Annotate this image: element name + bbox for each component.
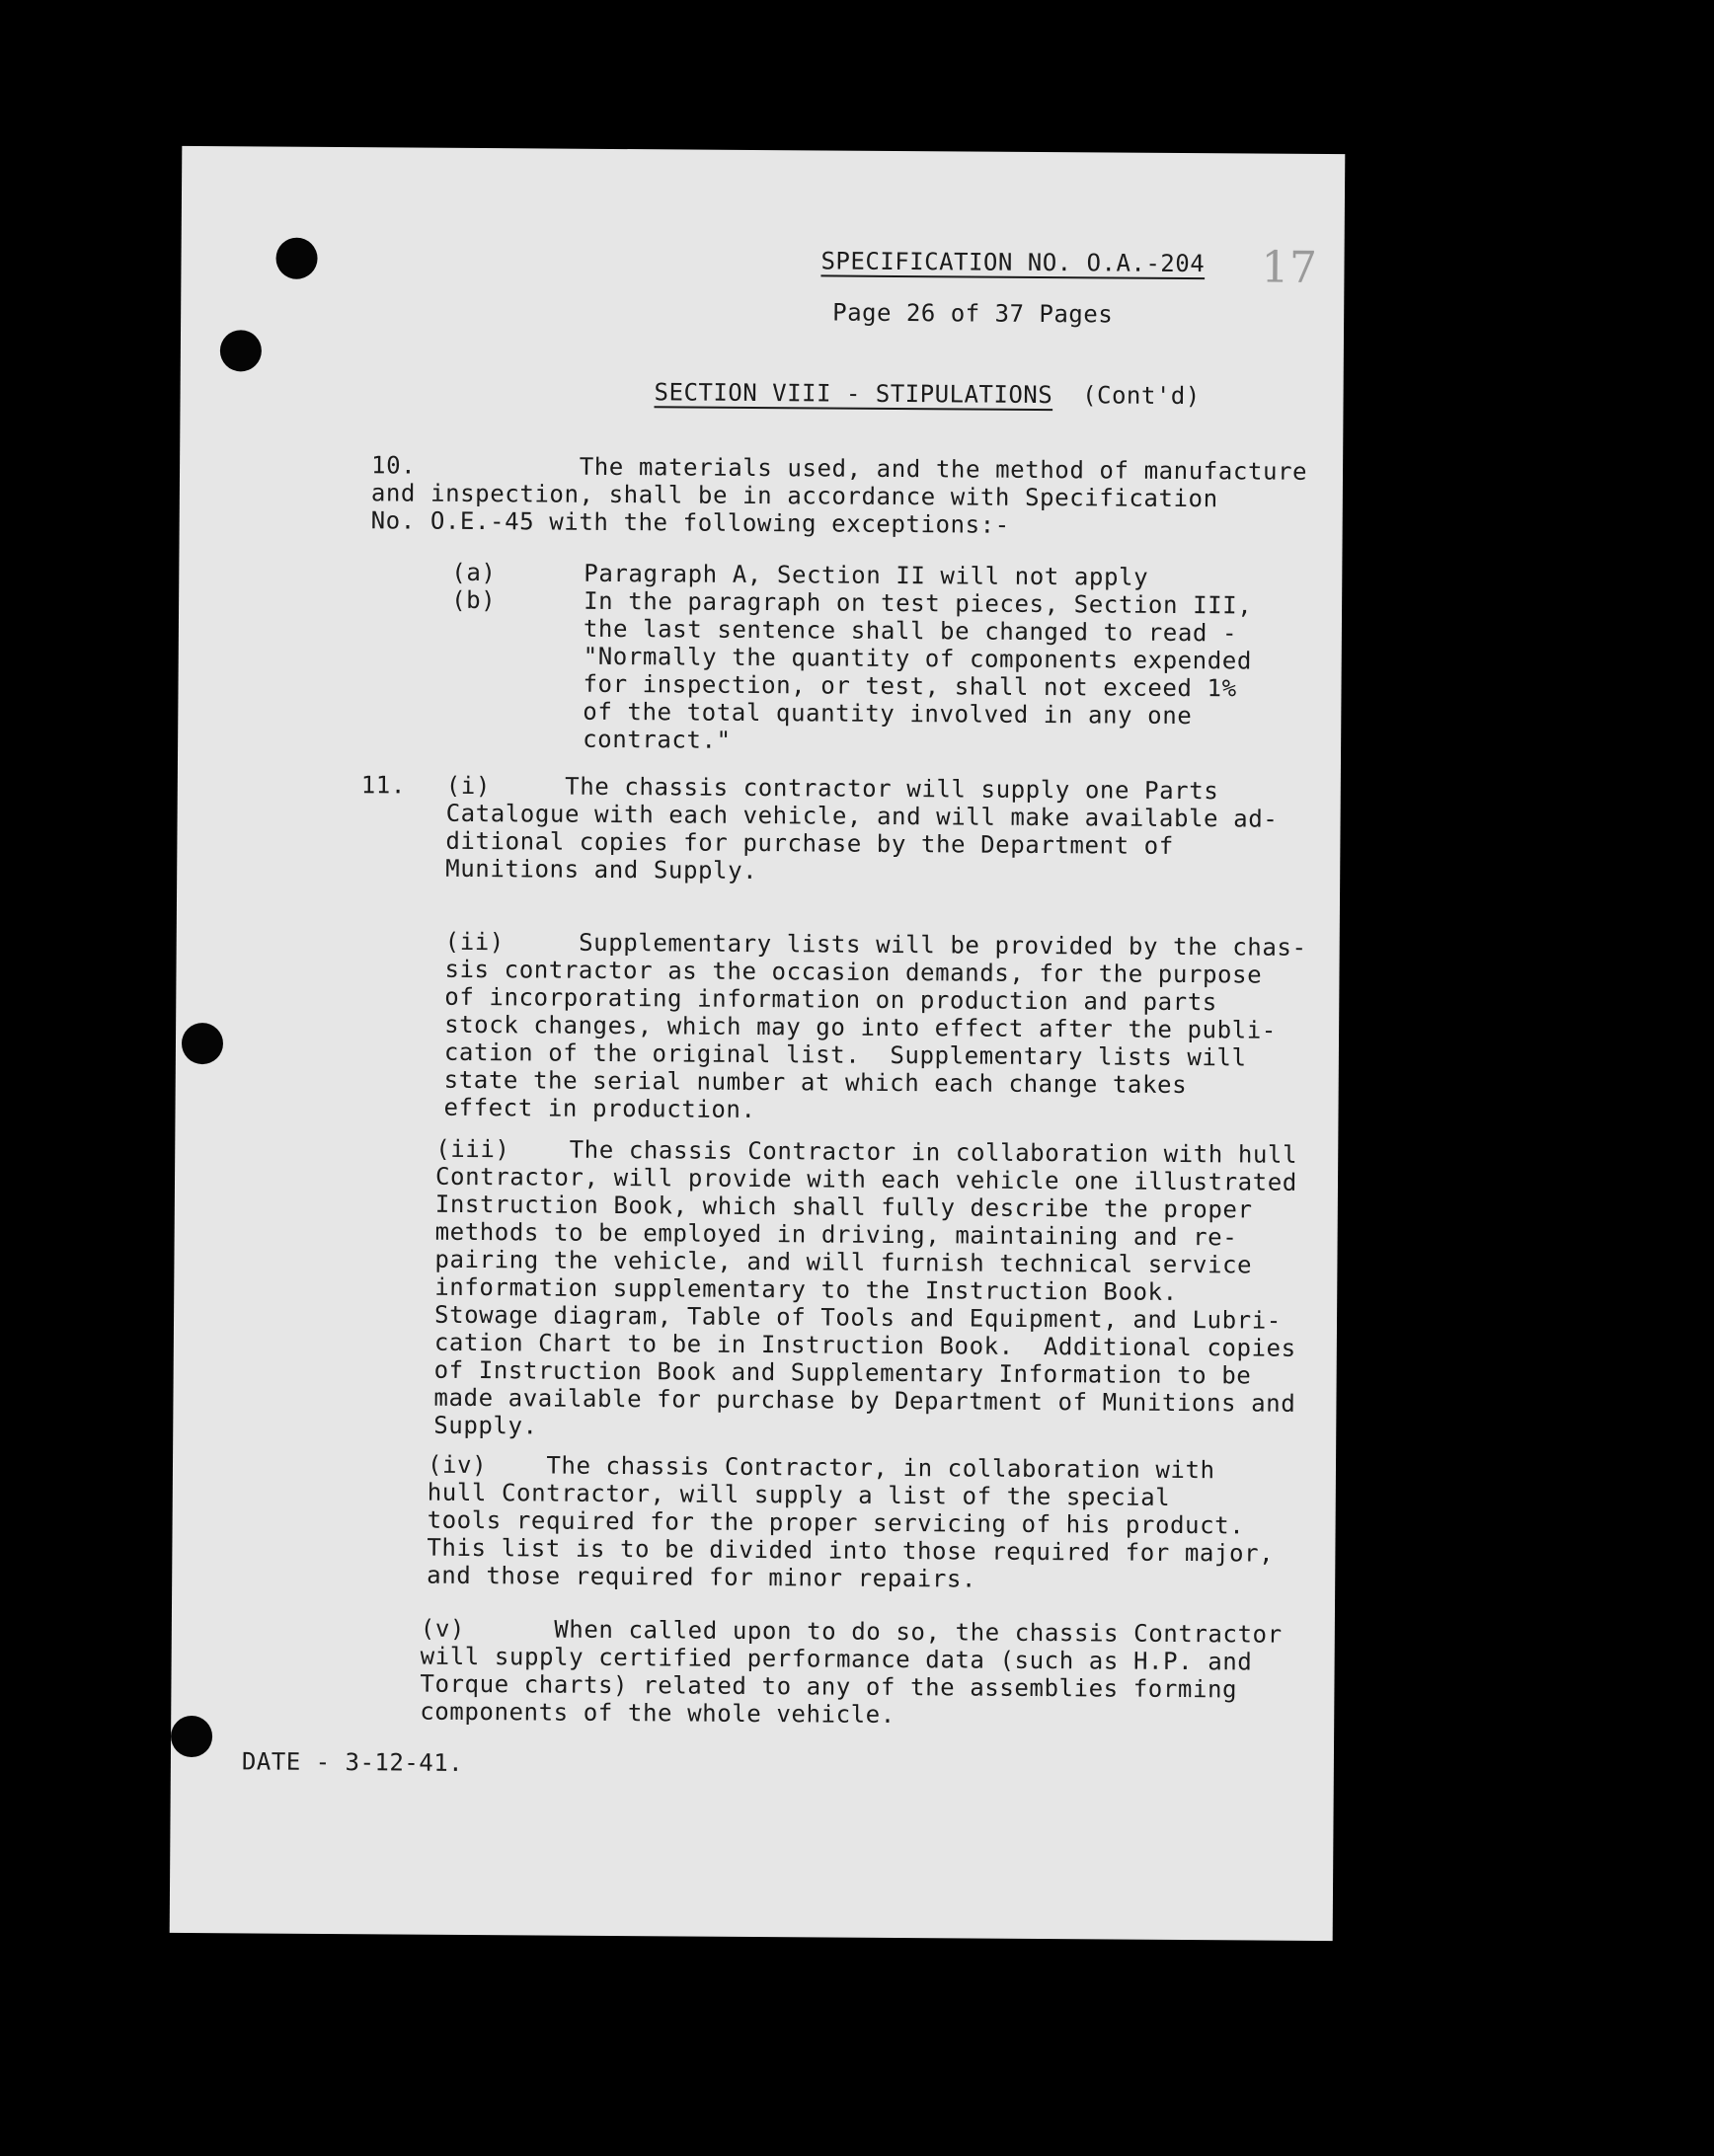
punch-hole [275,238,317,279]
item-11-i-line: (i) The chassis contractor will supply one Parts [445,771,1219,806]
item-11-v [420,1615,1283,1732]
item-10-b-line: for inspection, or test, shall not exceed 1% [583,669,1237,703]
item-11-iii [433,1135,1297,1445]
item-11-i [445,772,1279,888]
item-11-ii [443,928,1306,1127]
specification-number: SPECIFICATION NO. O.A.-204 [820,247,1206,278]
item-11-iii-line: methods to be employed in driving, maintaining and re- [434,1217,1238,1252]
item-11-iii-line: of Instruction Book and Supplementary Information to be [433,1355,1252,1390]
item-11-i-line: ditional copies for purchase by the Department of [445,826,1174,860]
item-11-iv-line: and those required for minor repairs. [427,1561,977,1593]
item-11-v-line: (v) When called upon to do so, the chassis Contractor [420,1614,1283,1649]
item-11-iii-line: information supplementary to the Instruction Book. [434,1272,1178,1306]
item-11-ii-line: effect in production. [443,1093,756,1123]
item-10-b-label: (b) [451,585,497,615]
item-11-iii-line: cation Chart to be in Instruction Book. Additional copies [433,1328,1296,1362]
item-11-iii-line: pairing the vehicle, and will furnish technical service [434,1245,1253,1279]
item-11-iv-line: hull Contractor, will supply a list of the special [427,1478,1171,1511]
document-page [170,146,1346,1941]
item-11-ii-line: (ii) Supplementary lists will be provided by the chas- [444,927,1307,962]
section-heading [655,378,1201,410]
item-11-iv [427,1451,1275,1595]
document-date: DATE - 3-12-41. [241,1747,464,1777]
item-11-ii-line: stock changes, which may go into effect after the publi- [444,1010,1277,1044]
item-10-b-line: the last sentence shall be changed to read - [583,614,1238,648]
item-11-i-line: Munitions and Supply. [445,854,758,885]
item-11-iv-line: (iv) The chassis Contractor, in collaboration with [427,1450,1215,1485]
item-11-ii-line: state the serial number at which each change takes [443,1065,1188,1100]
item-10-b-line: contract." [583,725,732,754]
item-11-iii-line: Instruction Book, which shall fully describe the proper [434,1190,1253,1224]
item-11-iii-line: Stowage diagram, Table of Tools and Equipment, and Lubri- [433,1300,1282,1335]
item-10 [371,451,1308,541]
item-10-b-line: In the paragraph on test pieces, Section III, [584,586,1253,620]
item-11-iii-line: Supply. [433,1411,538,1440]
item-11-ii-line: sis contractor as the occasion demands, for the purpose [444,955,1263,989]
item-11-ii-line: cation of the original list. Supplementary lists will [443,1038,1247,1072]
item-11-iii-line: (iii) The chassis Contractor in collaboration with hull [435,1134,1298,1169]
section-title: SECTION VIII - STIPULATIONS [654,378,1053,410]
item-10-a-text: Paragraph A, Section II will not apply [584,559,1149,591]
item-10-line: No. O.E.-45 with the following exceptions:- [370,506,1010,539]
item-10-b-text [583,587,1252,758]
punch-hole [182,1023,223,1064]
item-11-v-line: will supply certified performance data (such as H.P. and [420,1642,1253,1676]
item-10-a-label: (a) [451,558,497,587]
punch-hole [171,1716,212,1757]
item-10-b-line: "Normally the quantity of components expended [583,642,1253,675]
item-11-number: 11. [360,771,407,800]
item-11-iii-line: made available for purchase by Department of Munitions and [433,1383,1296,1418]
item-11-iv-line: This list is to be divided into those required for major, [427,1533,1275,1568]
section-continued: (Cont'd) [1082,381,1201,411]
punch-hole [220,330,262,371]
page-count: Page 26 of 37 Pages [832,298,1114,329]
handwritten-page-number: 17 [1261,242,1318,293]
item-11-v-line: components of the whole vehicle. [420,1697,896,1729]
item-11-i-line: Catalogue with each vehicle, and will make available ad- [445,799,1279,833]
item-11-iv-line: tools required for the proper servicing of his product. [427,1505,1245,1540]
item-10-line: and inspection, shall be in accordance with Specification [370,479,1218,513]
item-10-b-line: of the total quantity involved in any one [583,697,1193,731]
item-10-line: 10. The materials used, and the method of manufacture [370,451,1308,486]
item-11-ii-line: of incorporating information on production and parts [444,982,1217,1017]
item-11-iii-line: Contractor, will provide with each vehicle one illustrated [434,1162,1297,1196]
item-11-v-line: Torque charts) related to any of the assemblies forming [420,1669,1238,1704]
